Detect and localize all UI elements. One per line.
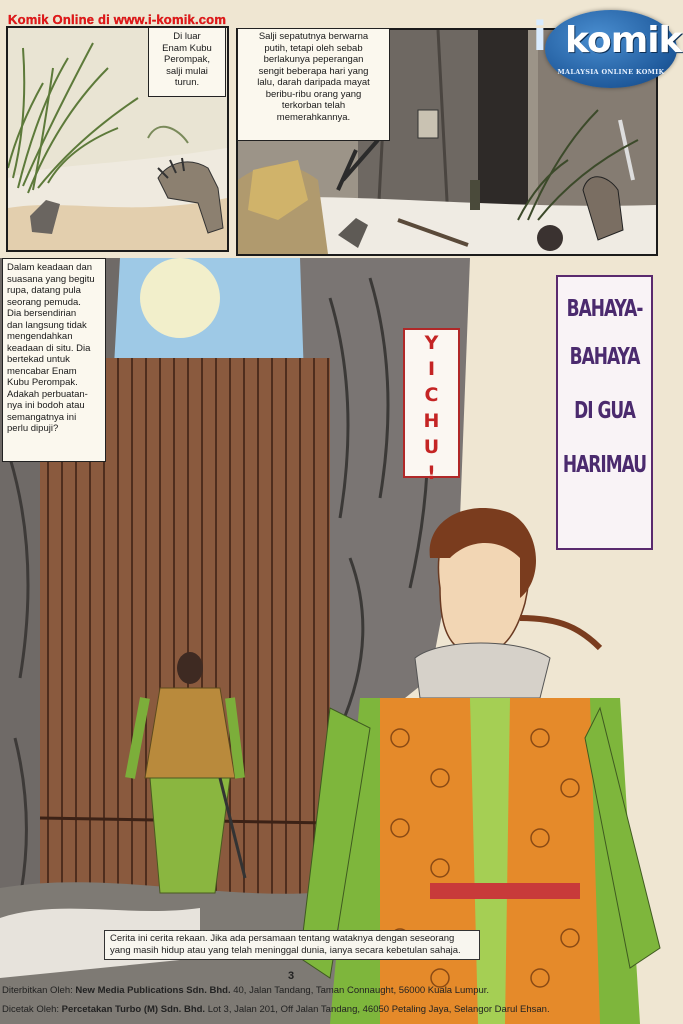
name-letter: I <box>427 358 436 380</box>
caption-line: dan langsung tidak <box>7 319 87 331</box>
caption-line: keadaan di situ. Dia <box>7 342 91 354</box>
name-letter: Y <box>424 332 439 354</box>
printer-address: Lot 3, Jalan 201, Off Jalan Tandang, 46050 Petaling Jaya, Selangor Darul Ehsan. <box>207 1004 550 1015</box>
story-title <box>556 275 653 550</box>
disclaimer-line: Cerita ini cerita rekaan. Jika ada persamaan tentang wataknya dengan seseorang <box>110 933 455 944</box>
name-letter: C <box>424 384 439 406</box>
caption-young-man <box>2 258 106 462</box>
publisher-address: 40, Jalan Tandang, Taman Connaught, 56000 Kuala Lumpur. <box>233 985 490 996</box>
name-letter: U <box>423 436 440 458</box>
caption-line: Perompak, <box>164 54 210 65</box>
disclaimer-line: yang masih hidup atau yang telah meninggal dunia, ianya secara kebetulan sahaja. <box>110 945 461 956</box>
name-letter: H <box>423 410 440 432</box>
page-number: 3 <box>288 970 295 982</box>
caption-line: memerahkannya. <box>276 111 351 123</box>
caption-line: terkorban telah <box>281 100 346 111</box>
title-line: BAHAYA <box>569 343 640 371</box>
printer-label: Dicetak Oleh: <box>2 1004 60 1015</box>
caption-line: Dalam keadaan dan <box>7 262 93 273</box>
caption-line: bertekad untuk <box>7 354 70 365</box>
caption-line: perlu dipuji? <box>7 423 59 434</box>
caption-line: Salji sepatutnya berwarna <box>258 31 369 42</box>
caption-line: mencabar Enam <box>7 365 77 377</box>
caption-line: suasana yang begitu <box>7 273 95 285</box>
caption-line: seorang pemuda. <box>7 296 81 308</box>
caption-line: Enam Kubu <box>162 42 212 54</box>
caption-line: Adakah perbuatan- <box>7 388 88 400</box>
caption-line: Dia bersendirian <box>7 308 77 319</box>
logo-subtitle: MALAYSIA ONLINE KOMIK <box>557 68 665 76</box>
publisher-label: Diterbitkan Oleh: <box>2 985 73 996</box>
caption-red-snow <box>237 28 390 141</box>
character-name-yichu <box>403 328 460 484</box>
caption-line: Kubu Perompak. <box>7 377 78 388</box>
watermark-text: Komik Online di www.i-komik.com <box>8 12 227 27</box>
title-line: DI GUA <box>574 397 635 425</box>
printer-name: Percetakan Turbo (M) Sdn. Bhd. <box>61 1004 206 1015</box>
title-line: HARIMAU <box>562 451 647 479</box>
caption-line: lalu, darah daripada mayat <box>257 77 370 88</box>
caption-line: beribu-ribu orang yang <box>265 88 362 100</box>
caption-line: salji mulai <box>166 65 208 77</box>
caption-line: putih, tetapi oleh sebab <box>264 42 363 54</box>
caption-line: berlakunya peperangan <box>263 54 364 65</box>
caption-snow-outside <box>148 27 226 97</box>
logo-letter-i: i <box>533 14 547 60</box>
caption-line: sengit beberapa hari yang <box>258 65 369 77</box>
caption-line: semangatnya ini <box>7 411 77 423</box>
caption-line: Di luar <box>173 31 201 42</box>
logo-brand-text: komik <box>565 20 682 61</box>
name-letter: ! <box>427 462 436 484</box>
publisher-credit <box>2 985 489 996</box>
caption-line: nya ini bodoh atau <box>7 400 85 411</box>
printer-credit <box>2 1004 550 1015</box>
caption-line: mengendahkan <box>7 331 73 342</box>
caption-line: rupa, datang pula <box>7 285 81 296</box>
title-line: BAHAYA- <box>566 295 643 323</box>
caption-line: turun. <box>174 77 200 88</box>
publisher-name: New Media Publications Sdn. Bhd. <box>75 985 231 996</box>
disclaimer <box>104 930 480 960</box>
